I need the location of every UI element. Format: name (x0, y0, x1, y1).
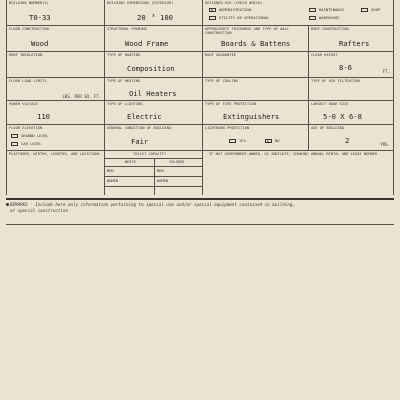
lightning-no-text: NO (275, 138, 280, 143)
row-condition (6, 125, 394, 151)
power-voltage-value: 110 (37, 112, 50, 121)
door-size-label: LARGEST DOOR SIZE (311, 102, 349, 106)
structural-framing-label: STRUCTURAL FRAMING (107, 27, 147, 31)
power-voltage-cell (7, 101, 105, 124)
lightning-yes-checkbox[interactable] (229, 139, 236, 143)
roof-construction-value: Rafters (339, 39, 370, 48)
remarks-text (10, 202, 390, 213)
warehouse-text: WAREHOUSE (319, 15, 340, 20)
ground-level-option (11, 133, 48, 138)
condition-cell (105, 125, 203, 150)
utility-checkbox[interactable] (209, 16, 216, 20)
structural-framing-cell (105, 26, 203, 51)
dimensions-label: BUILDING DIMENSIONS (EXTERIOR) (107, 1, 174, 5)
lighting-value: Electric (127, 112, 162, 121)
toilet-colored-header: COLORED (169, 160, 185, 164)
designed-use-cell (203, 0, 393, 25)
row-environment (6, 78, 394, 101)
toilet-white-header: WHITE (125, 160, 137, 164)
lightning-no-option (265, 138, 280, 143)
administration-text: ADMINISTRATION (219, 7, 252, 12)
roof-construction-label: ROOF CONSTRUCTION (311, 27, 349, 31)
age-label: AGE OF BUILDING (311, 126, 345, 130)
lightning-protection-cell (203, 125, 309, 150)
ground-level-text: GROUND LEVEL (21, 133, 49, 138)
toilet-women-divider (105, 186, 202, 187)
building-numbers-cell (7, 0, 105, 25)
roof-insulation-cell (7, 52, 105, 77)
clear-height-label: CLEAR HEIGHT (311, 53, 338, 57)
wall-construction-label: APPROXIMATE THICKNESS AND TYPE OF WALL CONSTRUCTION (205, 27, 290, 36)
maintenance-text: MAINTENANCE (319, 7, 345, 12)
lightning-no-checkbox[interactable] (265, 139, 272, 143)
car-level-checkbox[interactable] (11, 142, 18, 146)
remarks-divider (6, 224, 394, 225)
maintenance-checkbox[interactable] (309, 8, 316, 12)
toilet-subheader-divider (105, 166, 202, 167)
floor-construction-cell (7, 26, 105, 51)
roofing-type-label: TYPE OF ROOFING (107, 53, 141, 57)
utility-text: UTILITY OR OPERATIONAL (219, 15, 270, 20)
heating-label: TYPE OF HEATING (107, 79, 141, 83)
lightning-yes-option (229, 138, 246, 143)
dimensions-cell (105, 0, 203, 25)
floor-load-cell (7, 78, 105, 100)
dimensions-width-value: 20 (137, 13, 146, 22)
age-unit: YRS. (380, 142, 390, 147)
floor-load-unit: LBS. PER SQ. FT. (62, 94, 101, 99)
structural-framing-value: Wood Frame (125, 39, 169, 48)
building-numbers-value: T0-33 (29, 13, 51, 22)
air-filtration-cell (309, 78, 393, 100)
toilet-white-men-label: MEN (107, 169, 114, 173)
door-size-cell (309, 101, 393, 124)
remarks-line-2: or special construction (10, 207, 68, 213)
roofing-type-value: Composition (127, 64, 175, 73)
row-utilities (6, 101, 394, 125)
remarks-line-1: REMARKS - Include here only information pertaining to special use and/or special equipment contained in building, (10, 202, 295, 207)
floor-load-label: FLOOR LOAD LIMITS (9, 79, 47, 83)
door-size-value: 5-0 X 6-8 (323, 112, 362, 121)
row-building-identification (6, 0, 394, 26)
car-level-text: CAR LEVEL (21, 141, 42, 146)
toilet-colored-women-label: WOMEN (157, 179, 169, 183)
clear-height-unit: FT. (382, 69, 390, 74)
floor-elevation-label: FLOOR ELEVATION (9, 126, 43, 130)
use-warehouse-option (309, 15, 340, 20)
fire-protection-value: Extinguishers (223, 112, 280, 121)
toilet-men-divider (105, 176, 202, 177)
row-facilities (6, 151, 394, 195)
row-roofing (6, 52, 394, 78)
lightning-yes-text: YES (239, 138, 246, 143)
air-filtration-label: TYPE OF AIR FILTRATION (311, 79, 360, 83)
lightning-protection-label: LIGHTNING PROTECTION (205, 126, 250, 130)
ownership-cell (203, 151, 393, 195)
roof-construction-cell (309, 26, 393, 51)
condition-label: GENERAL CONDITION OF BUILDING (107, 126, 172, 130)
wall-construction-cell (203, 26, 309, 51)
fire-protection-cell (203, 101, 309, 124)
roof-insulation-label: ROOF INSULATION (9, 53, 43, 57)
power-voltage-label: POWER VOLTAGE (9, 102, 38, 106)
administration-checkbox[interactable] (209, 8, 216, 12)
platforms-cell (7, 151, 105, 195)
toilet-white-women-label: WOMEN (107, 179, 119, 183)
use-utility-option (209, 15, 269, 20)
row-construction (6, 26, 394, 52)
heating-value: Oil Heaters (129, 89, 177, 98)
form-grid (6, 0, 394, 195)
use-shop-option (361, 7, 380, 12)
roofing-type-cell (105, 52, 203, 77)
dimensions-separator: x (152, 13, 156, 19)
floor-construction-value: Wood (31, 39, 49, 48)
designed-use-label: DESIGNED USE (CHECK WHICH) (205, 1, 263, 5)
shop-text: SHOP (371, 7, 381, 12)
lighting-label: TYPE OF LIGHTING (107, 102, 143, 106)
clear-height-cell (309, 52, 393, 77)
toilet-capacity-label: TOILET CAPACITY (133, 152, 167, 156)
age-cell (309, 125, 393, 150)
condition-value: Fair (131, 137, 149, 146)
use-administration-option (209, 7, 251, 12)
use-maintenance-option (309, 7, 344, 12)
ownership-note: IF NOT GOVERNMENT-OWNED, SO INDICATE, SHOWING ANNUAL RENTAL AND LEASE NUMBER (209, 152, 378, 156)
floor-construction-label: FLOOR CONSTRUCTION (9, 27, 49, 31)
warehouse-checkbox[interactable] (309, 16, 316, 20)
clear-height-value: 8-6 (339, 63, 352, 72)
building-numbers-label: BUILDING NUMBER(S) (9, 1, 49, 5)
car-level-option (11, 141, 42, 146)
remarks-bullet-icon (6, 203, 9, 206)
toilet-capacity-cell (105, 151, 203, 195)
heating-cell (105, 78, 203, 100)
fire-protection-label: TYPE OF FIRE PROTECTION (205, 102, 256, 106)
toilet-colored-men-label: MEN (157, 169, 164, 173)
ground-level-checkbox[interactable] (11, 134, 18, 138)
age-value: 2 (345, 136, 350, 145)
dimensions-length-value: 100 (160, 13, 173, 22)
wall-construction-value: Boards & Battens (221, 39, 291, 48)
roof-guarantee-cell (203, 52, 309, 77)
platforms-label: PLATFORMS, WIDTHS, LENGTHS, AND LOCATIONS (9, 152, 100, 156)
roof-guarantee-label: ROOF GUARANTEE (205, 53, 236, 57)
shop-checkbox[interactable] (361, 8, 368, 12)
cooling-cell (203, 78, 309, 100)
lighting-cell (105, 101, 203, 124)
floor-elevation-cell (7, 125, 105, 150)
cooling-label: TYPE OF COOLING (205, 79, 239, 83)
